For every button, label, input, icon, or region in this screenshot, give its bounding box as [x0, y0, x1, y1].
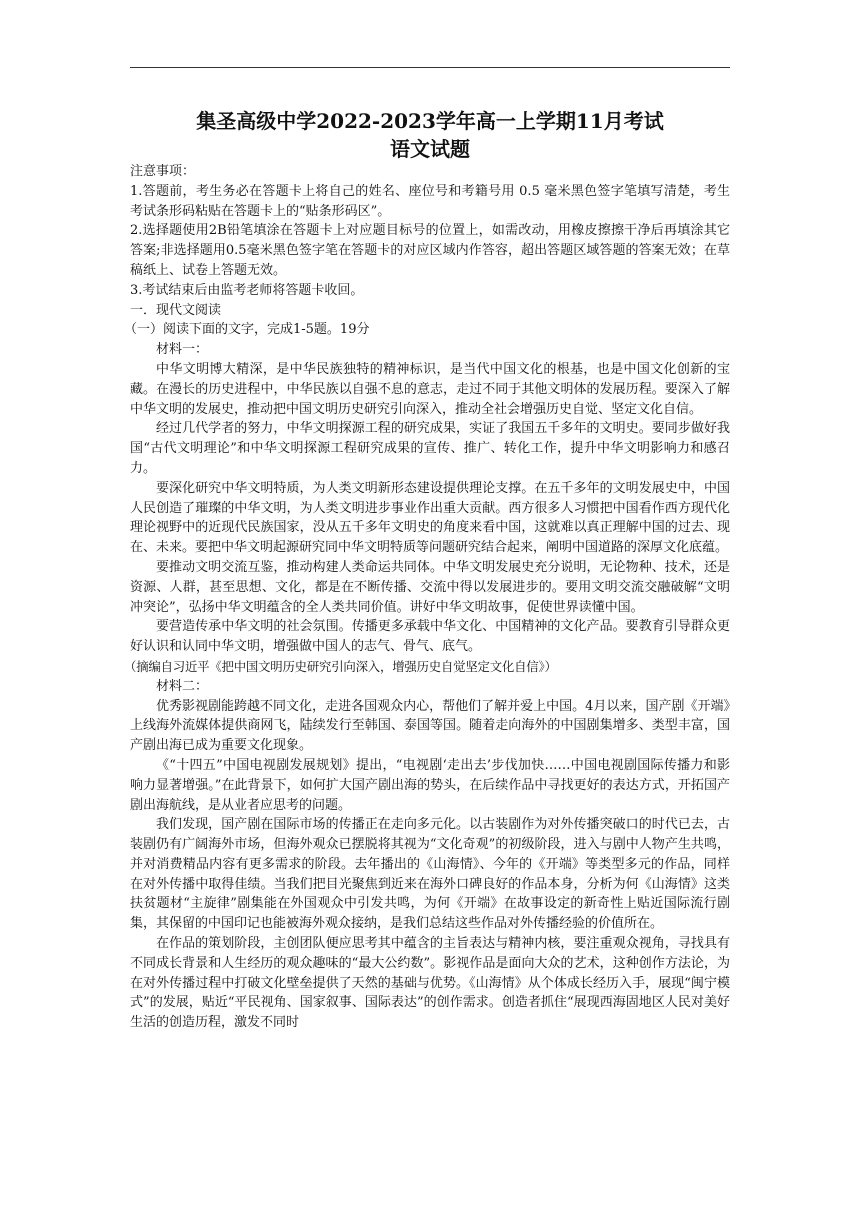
exam-subtitle: 语文试题 — [390, 137, 470, 161]
part-heading: （一）阅读下面的文字，完成1-5题。19分 — [124, 322, 370, 338]
section-heading: 一．现代文阅读 — [130, 302, 222, 318]
notes-heading: 注意事项： — [130, 164, 196, 179]
exam-title: 集圣高级中学2022-2023学年高一上学期11月考试 — [196, 109, 664, 133]
material1-paragraph-2: 经过几代学者的努力，中华文明探源工程的研究成果，实证了我国五千多年的文明史。要同步做好我国“古代文明理论”和中华文明探源工程研究成果的宣传、推广、转化工作，提升中华文明影响力和感召力。 — [130, 421, 730, 476]
note-item-1: 1.答题前，考生务必在答题卡上将自己的姓名、座位号和考籍号用 0.5 毫米黑色签字笔填写清楚，考生考试条形码粘贴在答题卡上的“贴条形码区”。 — [130, 183, 730, 219]
material1-paragraph-3: 要深化研究中华文明特质，为人类文明新形态建设提供理论支撑。在五千多年的文明发展史中，中国人民创造了璀璨的中华文明，为人类文明进步事业作出重大贡献。西方很多人习惯把中国看作西方现代化理论视野中的近现代民族国家，没从五千多年文明史的角度来看中国，这就难以真正理解中国的过去、现在、未来。要把中华文明起源研究同中华文明特质等问题研究结合起来，阐明中国道路的深厚文化底蕴。 — [130, 480, 730, 556]
material1-paragraph-5: 要营造传承中华文明的社会氛围。传播更多承载中华文化、中国精神的文化产品。要教育引导群众更好认识和认同中华文明，增强做中国人的志气、骨气、底气。 — [130, 619, 730, 655]
material2-label: 材料二： — [156, 678, 209, 694]
header-rule — [130, 67, 730, 68]
note-item-2: 2.选择题使用2B铅笔填涂在答题卡上对应题目标号的位置上，如需改动，用橡皮擦擦干净后再填涂其它答案;非选择题用0.5毫米黑色签字笔在答题卡的对应区域内作答容，超出答题区域答题的答案无效；在草稿纸上、试卷上答题无效。 — [130, 223, 730, 278]
material2-paragraph-4: 在作品的策划阶段，主创团队便应思考其中蕴含的主旨表达与精神内核，要注重观众视角，寻找具有不同成长背景和人生经历的观众趣味的“最大公约数”。影视作品是面向大众的艺术，这种创作方法论，为在对外传播过程中打破文化壁垒提供了天然的基础与优势。《山海情》从个体成长经历入手，展现“闽宁模式”的发展，贴近“平民视角、国家叙事、国际表达”的创作需求。创造者抓住“展现西海固地区人民对美好生活的创造历程，激发不同时 — [130, 936, 730, 1031]
note-item-3: 3.考试结束后由监考老师将答题卡收回。 — [130, 282, 364, 298]
material1-label: 材料一： — [156, 342, 209, 358]
material2-paragraph-2: 《“十四五”中国电视剧发展规划》提出，“电视剧‘走出去’步伐加快……中国电视剧国际传播力和影响力显著增强。”在此背景下，如何扩大国产剧出海的势头，在后续作品中寻找更好的表达方式，开拓国产剧出海航线，是从业者应思考的问题。 — [130, 757, 730, 813]
document-body — [124, 162, 730, 1033]
material2-paragraph-3: 我们发现，国产剧在国际市场的传播正在走向多元化。以古装剧作为对外传播突破口的时代已去，古装剧仍有广阔海外市场，但海外观众已摆脱将其视为“文化奇观”的初级阶段，进入与剧中人物产生共鸣，并对消费精品内容有更多需求的阶段。去年播出的《山海情》、今年的《开端》等类型多元的作品，同样在对外传播中取得佳绩。当我们把目光聚焦到近来在海外口碑良好的作品本身，分析为何《山海情》这类扶贫题材“主旋律”剧集能在外国观众中引发共鸣，为何《开端》在故事设定的新奇性上贴近国际流行剧集，其保留的中国印记也能被海外观众接纳，是我们总结这些作品对外传播经验的价值所在。 — [130, 817, 730, 932]
material1-paragraph-1: 中华文明博大精深，是中华民族独特的精神标识，是当代中国文化的根基，也是中国文化创新的宝藏。在漫长的历史进程中，中华民族以自强不息的意志，走过不同于其他文明体的发展历程。要深入了解中华文明的发展史，推动把中国文明历史研究引向深入，推动全社会增强历史自觉、坚定文化自信。 — [130, 361, 730, 417]
material1-paragraph-4: 要推动文明交流互鉴，推动构建人类命运共同体。中华文明发展史充分说明，无论物种、技术，还是资源、人群，甚至思想、文化，都是在不断传播、交流中得以发展进步的。要用文明交流交融破解“文明冲突论”，弘扬中华文明蕴含的全人类共同价值。讲好中华文明故事，促使世界读懂中国。 — [130, 559, 730, 615]
material1-source: （摘编自习近平《把中国文明历史研究引向深入，增强历史自觉坚定文化自信》） — [124, 658, 557, 674]
material2-paragraph-1: 优秀影视剧能跨越不同文化，走进各国观众内心，帮他们了解并爱上中国。4月以来，国产剧《开端》上线海外流媒体提供商网飞，陆续发行至韩国、泰国等国。随着走向海外的中国剧集增多、类型丰富，国产剧出海已成为重要文化现象。 — [130, 698, 730, 754]
